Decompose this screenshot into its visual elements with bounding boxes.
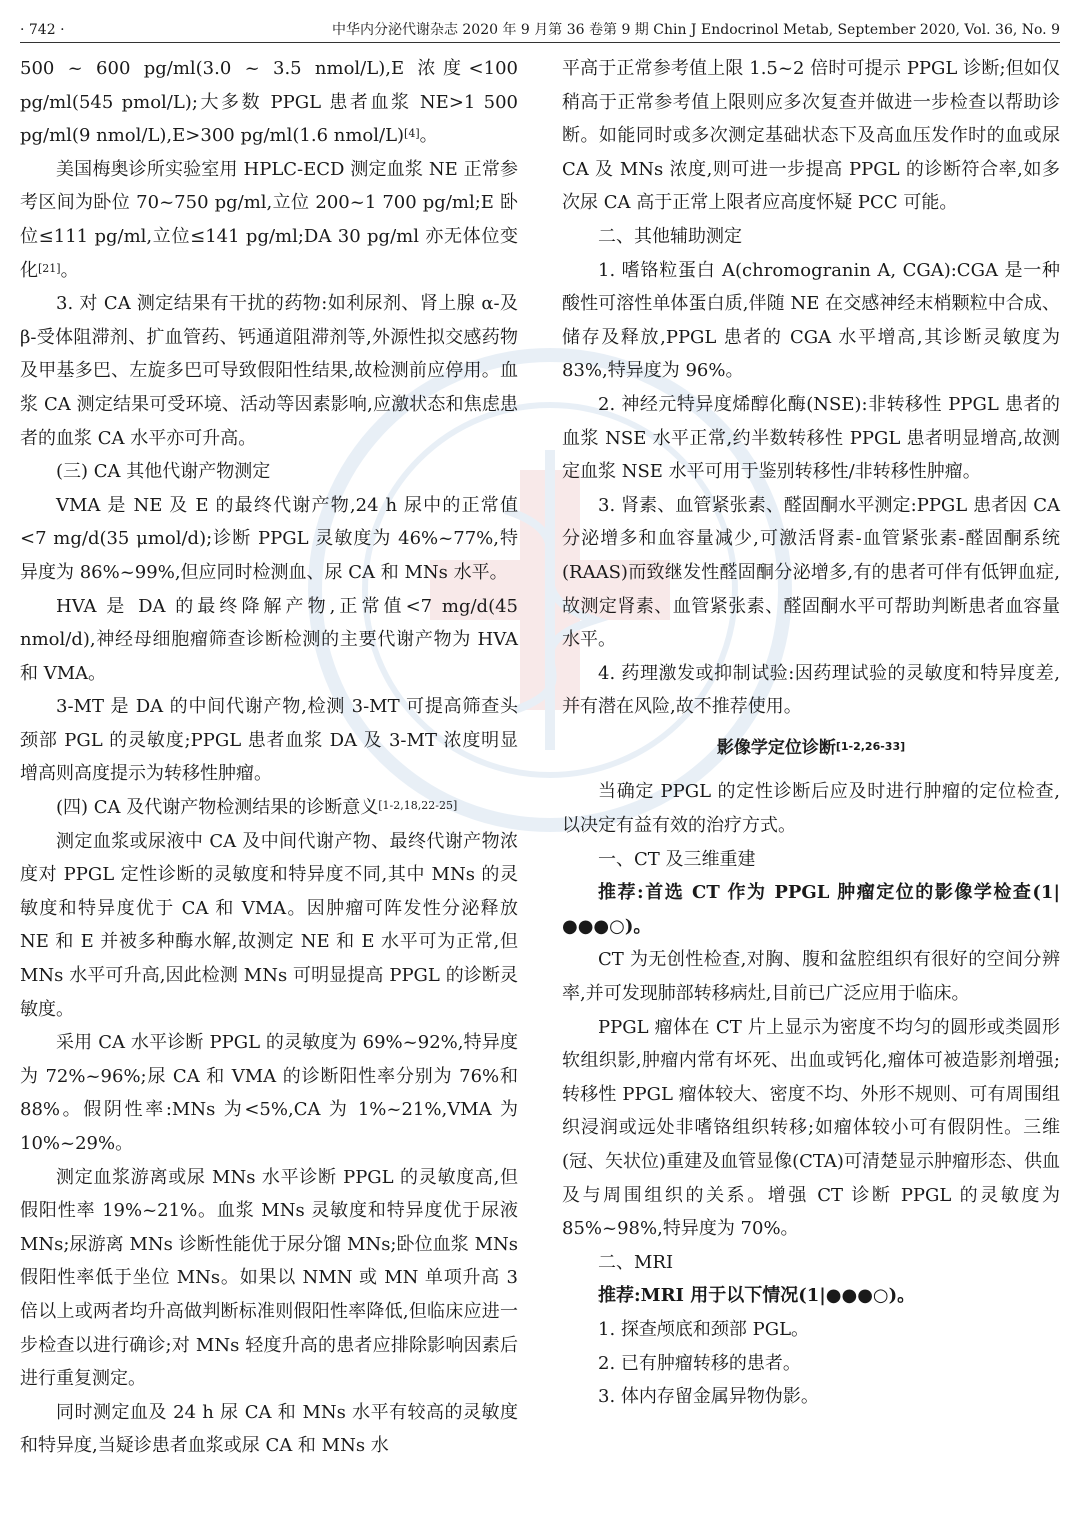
paragraph-text: 美国梅奥诊所实验室用 HPLC-ECD 测定血浆 NE 正常参考区间为卧位 70~750 pg/ml,立位 200~1 700 pg/ml;E 卧位≤111 pg/ml,立位≤141 pg/ml;DA 30 pg/ml 亦无体位变化 — [20, 158, 518, 281]
body-paragraph — [20, 153, 518, 287]
body-paragraph — [20, 1026, 518, 1160]
body-paragraph — [562, 254, 1060, 388]
left-column — [20, 52, 518, 1463]
paragraph-text: 影像学定位诊断 — [716, 737, 836, 758]
body-paragraph — [20, 1161, 518, 1396]
paragraph-text: 二、MRI — [598, 1251, 674, 1273]
body-paragraph — [562, 52, 1060, 220]
running-header — [20, 18, 1060, 43]
paragraph-text: 1. 探查颅底和颈部 PGL。 — [598, 1318, 810, 1340]
body-paragraph — [562, 489, 1060, 657]
body-paragraph — [562, 657, 1060, 724]
body-paragraph — [20, 52, 518, 153]
body-paragraph — [562, 943, 1060, 1010]
body-paragraph — [562, 1380, 1060, 1414]
body-paragraph — [562, 1313, 1060, 1347]
body-paragraph — [20, 455, 518, 489]
body-paragraph — [20, 287, 518, 455]
paragraph-text: 3-MT 是 DA 的中间代谢产物,检测 3-MT 可提高筛查头颈部 PGL 的灵敏度;PPGL 患者血浆 DA 及 3-MT 浓度明显增高则高度提示为转移性肿瘤。 — [20, 696, 518, 785]
body-paragraph — [562, 220, 1060, 254]
paragraph-text: 测定血浆或尿液中 CA 及中间代谢产物、最终代谢产物浓度对 PPGL 定性诊断的灵敏度和特异度不同,其中 MNs 的灵敏度和特异度优于 CA 和 VMA。因肿瘤可阵发性分泌释放 NE 和 E 并被多种酶水解,故测定 NE 和 E 水平可为正常,但 MNs 水平可升高,因此检测 MNs 可明显提高 PPGL 的诊断灵敏度。 — [20, 830, 518, 1020]
paragraph-text: (四) CA 及代谢产物检测结果的诊断意义 — [56, 797, 379, 819]
citation-reference: [4] — [404, 127, 420, 141]
paragraph-text: 一、CT 及三维重建 — [598, 848, 756, 870]
body-paragraph — [20, 825, 518, 1027]
body-paragraph — [562, 388, 1060, 489]
paragraph-text: 二、其他辅助测定 — [598, 225, 742, 247]
paragraph-text: VMA 是 NE 及 E 的最终代谢产物,24 h 尿中的正常值<7 mg/d(35 μmol/d);诊断 PPGL 灵敏度为 46%~77%,特异度为 86%~99%,但应同时检测血、尿 CA 和 MNs 水平。 — [20, 494, 518, 583]
body-paragraph — [20, 489, 518, 590]
paragraph-text: 测定血浆游离或尿 MNs 水平诊断 PPGL 的灵敏度高,但假阳性率 19%~21%。血浆 MNs 灵敏度和特异度优于尿液 MNs;尿游离 MNs 诊断性能优于尿分馏 MNs;卧位血浆 MNs 假阳性率低于坐位 MNs。如果以 NMN 或 MN 单项升高 3 倍以上或两者均升高做判断标准则假阳性率降低,但临床应进一步检查以进行确诊;对 MNs 轻度升高的患者应排除影响因素后进行重复测定。 — [20, 1166, 518, 1390]
paragraph-text: 2. 神经元特异度烯醇化酶(NSE):非转移性 PPGL 患者的血浆 NSE 水平正常,约半数转移性 PPGL 患者明显增高,故测定血浆 NSE 水平可用于鉴别转移性/非转移性肿瘤。 — [562, 393, 1060, 483]
paragraph-text: 1. 嗜铬粒蛋白 A(chromogranin A, CGA):CGA 是一种酸性可溶性单体蛋白质,伴随 NE 在交感神经末梢颗粒中合成、储存及释放,PPGL 患者的 CGA 水平增高,其诊断灵敏度为 83%,特异度为 96%。 — [562, 259, 1060, 382]
body-paragraph — [562, 1246, 1060, 1280]
body-paragraph — [562, 1011, 1060, 1246]
recommendation-paragraph — [562, 876, 1060, 943]
paragraph-text: 500 ~ 600 pg/ml(3.0 ~ 3.5 nmol/L),E 浓度<100 pg/ml(545 pmol/L);大多数 PPGL 患者血浆 NE>1 500 pg/ml(9 nmol/L),E>300 pg/ml(1.6 nmol/L) — [20, 58, 518, 147]
paragraph-text: (三) CA 其他代谢产物测定 — [56, 461, 271, 483]
body-paragraph — [20, 791, 518, 825]
paragraph-text: 平高于正常参考值上限 1.5~2 倍时可提示 PPGL 诊断;但如仅稍高于正常参考值上限则应多次复查并做进一步检查以帮助诊断。如能同时或多次测定基础状态下及高血压发作时的血或尿 CA 及 MNs 浓度,则可进一步提高 PPGL 的诊断符合率,如多次尿 CA 高于正常上限者应高度怀疑 PCC 可能。 — [562, 58, 1060, 214]
paragraph-text: 3. 肾素、血管紧张素、醛固酮水平测定:PPGL 患者因 CA 分泌增多和血容量减少,可激活肾素-血管紧张素-醛固酮系统(RAAS)而致继发性醛固酮分泌增多,有的患者可伴有低钾血症,故测定肾素、血管紧张素、醛固酮水平可帮助判断患者血容量水平。 — [562, 494, 1060, 651]
body-paragraph — [562, 843, 1060, 877]
paragraph-text: 同时测定血及 24 h 尿 CA 和 MNs 水平有较高的灵敏度和特异度,当疑诊患者血浆或尿 CA 和 MNs 水 — [20, 1401, 518, 1457]
body-paragraph — [20, 1396, 518, 1463]
paragraph-text: 采用 CA 水平诊断 PPGL 的灵敏度为 69%~92%,特异度为 72%~96%;尿 CA 和 VMA 的诊断阳性率分别为 76%和 88%。假阴性率:MNs 为<5%,CA 为 1%~21%,VMA 为 10%~29%。 — [20, 1032, 518, 1154]
section-heading — [562, 732, 1060, 766]
paragraph-text: 推荐:首选 CT 作为 PPGL 肿瘤定位的影像学检查(1|●●●○)。 — [562, 882, 1060, 937]
body-paragraph — [562, 1347, 1060, 1381]
body-paragraph — [20, 590, 518, 691]
paragraph-text: PPGL 瘤体在 CT 片上显示为密度不均匀的圆形或类圆形软组织影,肿瘤内常有坏死、出血或钙化,瘤体可被造影剂增强;转移性 PPGL 瘤体较大、密度不均、外形不规则、可有周围组织浸润或远处非嗜铬组织转移;如瘤体较小可有假阴性。三维(冠、矢状位)重建及血管显像(CTA)可清楚显示肿瘤形态、供血及与周围组织的关系。增强 CT 诊断 PPGL 的灵敏度为 85%~98%,特异度为 70%。 — [562, 1016, 1060, 1240]
citation-reference: [1-2,26-33] — [835, 739, 906, 753]
paragraph-text: CT 为无创性检查,对胸、腹和盆腔组织有很好的空间分辨率,并可发现肺部转移病灶,目前已广泛应用于临床。 — [562, 949, 1060, 1005]
recommendation-paragraph — [562, 1279, 1060, 1313]
citation-reference: [21] — [38, 261, 61, 275]
page-number: · 742 · — [20, 22, 65, 38]
paragraph-text: 3. 体内存留金属异物伪影。 — [598, 1386, 819, 1408]
paragraph-text: 3. 对 CA 测定结果有干扰的药物:如利尿剂、肾上腺 α-及 β-受体阻滞剂、扩血管药、钙通道阻滞剂等,外源性拟交感药物及甲基多巴、左旋多巴可导致假阳性结果,故检测前应停用。血浆 CA 测定结果可受环境、活动等因素影响,应激状态和焦虑患者的血浆 CA 水平亦可升高。 — [20, 293, 518, 449]
paragraph-tail: 。 — [419, 125, 438, 147]
body-paragraph — [20, 690, 518, 791]
journal-citation: 中华内分泌代谢杂志 2020 年 9 月第 36 卷第 9 期 Chin J Endocrinol Metab, September 2020, Vol. 36, No. 9 — [331, 22, 1060, 38]
citation-reference: [1-2,18,22-25] — [378, 799, 458, 813]
paragraph-text: 当确定 PPGL 的定性诊断后应及时进行肿瘤的定位检查,以决定有益有效的治疗方式。 — [562, 781, 1060, 837]
paragraph-text: HVA 是 DA 的最终降解产物,正常值<7 mg/d(45 nmol/d),神经母细胞瘤筛查诊断检测的主要代谢产物为 HVA 和 VMA。 — [20, 595, 518, 684]
right-column — [562, 52, 1060, 1414]
paragraph-text: 2. 已有肿瘤转移的患者。 — [598, 1352, 801, 1374]
paragraph-text: 推荐:MRI 用于以下情况(1|●●●○)。 — [598, 1285, 916, 1307]
paragraph-tail: 。 — [60, 259, 79, 281]
paragraph-text: 4. 药理激发或抑制试验:因药理试验的灵敏度和特异度差,并有潜在风险,故不推荐使用。 — [562, 662, 1060, 718]
body-paragraph — [562, 775, 1060, 842]
